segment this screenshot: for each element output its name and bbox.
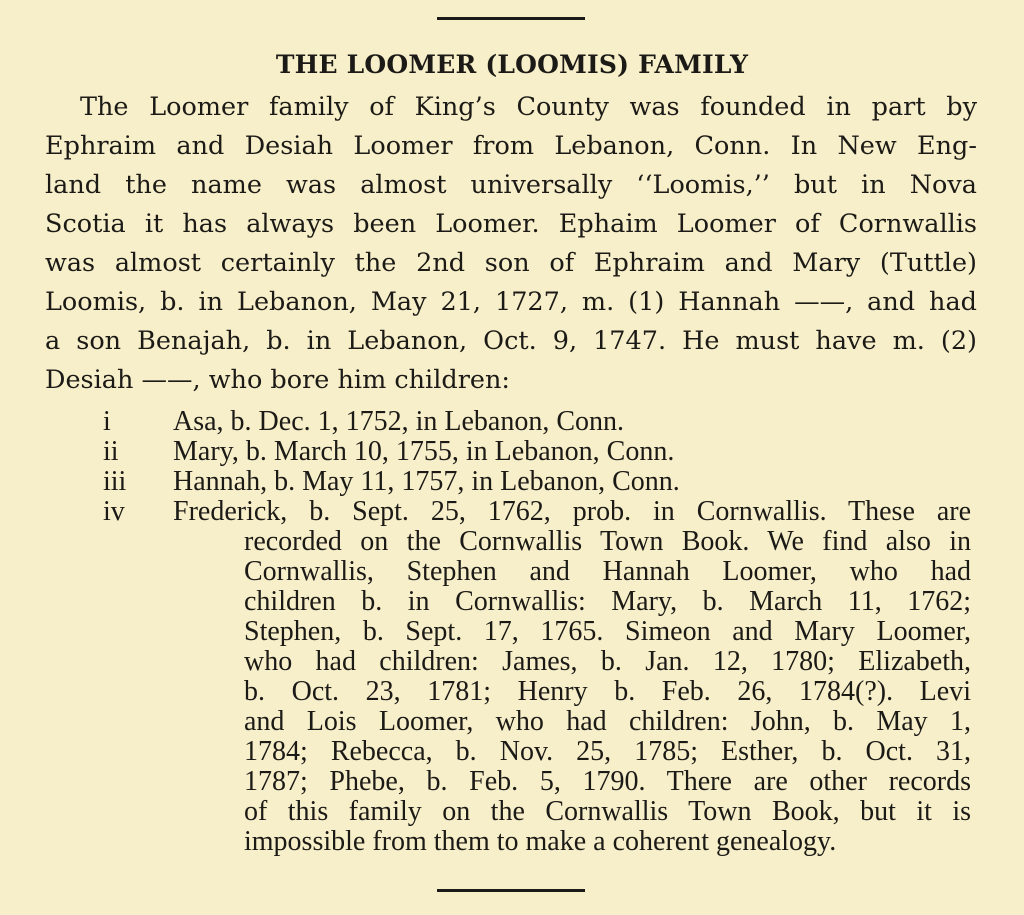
paragraph-line: was almost certainly the 2nd son of Ephraim and Mary (Tuttle) [45, 248, 977, 278]
paragraph-line: a son Benajah, b. in Lebanon, Oct. 9, 1747. He must have m. (2) [45, 326, 977, 356]
continuation-line: of this family on the Cornwallis Town Book, but it is [244, 796, 971, 827]
list-item-number: iii [103, 466, 127, 497]
continuation-line: 1787; Phebe, b. Feb. 5, 1790. There are other records [244, 766, 971, 797]
continuation-line: and Lois Loomer, who had children: John, b. May 1, [244, 706, 971, 737]
top-rule [437, 17, 585, 20]
continuation-line: recorded on the Cornwallis Town Book. We find also in [244, 526, 971, 557]
continuation-line: Stephen, b. Sept. 17, 1765. Simeon and Mary Loomer, [244, 616, 971, 647]
list-item-text: Mary, b. March 10, 1755, in Lebanon, Conn. [173, 436, 675, 467]
paragraph-line: Scotia it has always been Loomer. Ephaim Loomer of Cornwallis [45, 209, 977, 239]
list-item-number: ii [103, 436, 119, 467]
paragraph-line: Loomis, b. in Lebanon, May 21, 1727, m. (1) Hannah ——, and had [45, 287, 977, 317]
paragraph-line: Ephraim and Desiah Loomer from Lebanon, Conn. In New Eng- [45, 131, 977, 161]
continuation-line: children b. in Cornwallis: Mary, b. March 11, 1762; [244, 586, 971, 617]
list-item-number: iv [103, 496, 125, 527]
list-item-text: Frederick, b. Sept. 25, 1762, prob. in Cornwallis. These are [173, 496, 971, 527]
paragraph-line: Desiah ——, who bore him children: [45, 365, 510, 395]
list-item-text: Asa, b. Dec. 1, 1752, in Lebanon, Conn. [173, 406, 625, 437]
continuation-line: 1784; Rebecca, b. Nov. 25, 1785; Esther, b. Oct. 31, [244, 736, 971, 767]
list-item-text: Hannah, b. May 11, 1757, in Lebanon, Conn. [173, 466, 680, 497]
continuation-line: b. Oct. 23, 1781; Henry b. Feb. 26, 1784(?). Levi [244, 676, 971, 707]
bottom-rule [437, 889, 585, 892]
continuation-line: Cornwallis, Stephen and Hannah Loomer, who had [244, 556, 971, 587]
section-title: THE LOOMER (LOOMIS) FAMILY [275, 50, 749, 79]
paragraph-line: land the name was almost universally ‘‘Loomis,’’ but in Nova [45, 170, 977, 200]
list-item-number: i [103, 406, 111, 437]
continuation-line: who had children: James, b. Jan. 12, 1780; Elizabeth, [244, 646, 971, 677]
continuation-line: impossible from them to make a coherent genealogy. [244, 826, 837, 857]
paragraph-line: The Loomer family of King’s County was founded in part by [80, 92, 977, 122]
